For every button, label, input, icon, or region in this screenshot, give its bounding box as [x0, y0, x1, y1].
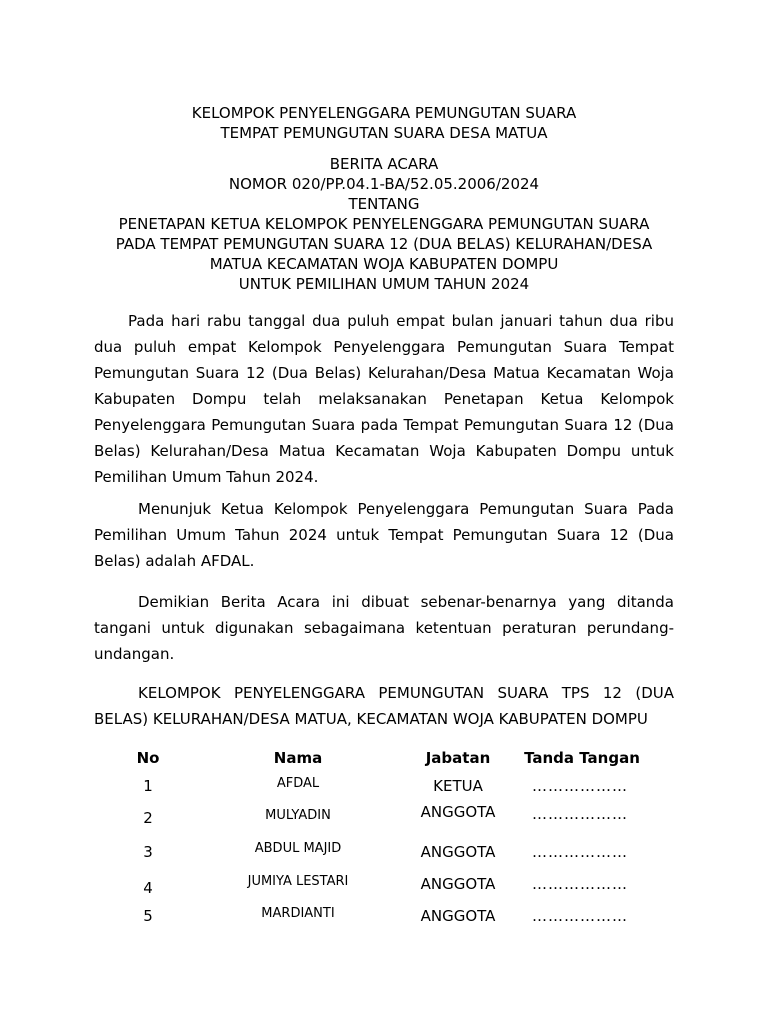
col-header-nama: Nama: [273, 749, 323, 767]
row-5-nama: MARDIANTI: [261, 906, 335, 921]
row-5-jabatan: ANGGOTA: [420, 907, 496, 925]
row-4-jabatan: ANGGOTA: [420, 875, 496, 893]
row-2-no: 2: [143, 809, 153, 827]
col-header-no: No: [136, 749, 160, 767]
title-nomor: NOMOR 020/PP.04.1-BA/52.05.2006/2024: [228, 175, 540, 193]
header-line-2: TEMPAT PEMUNGUTAN SUARA DESA MATUA: [220, 124, 548, 142]
row-3-no: 3: [143, 843, 153, 861]
col-header-tanda-tangan: Tanda Tangan: [524, 749, 640, 767]
row-3-signature-line: ………………: [532, 843, 628, 861]
row-4-nama: JUMIYA LESTARI: [247, 874, 349, 889]
row-3-jabatan: ANGGOTA: [420, 843, 496, 861]
title-subject-line-4: UNTUK PEMILIHAN UMUM TAHUN 2024: [238, 275, 530, 293]
row-2-nama: MULYADIN: [265, 808, 331, 823]
body-paragraph-2: Menunjuk Ketua Kelompok Penyelenggara Pemungutan Suara Pada Pemilihan Umum Tahun 2024 untuk Tempat Pemungutan Suara 12 (Dua Belas) adalah AFDAL.: [94, 500, 674, 570]
col-header-jabatan: Jabatan: [425, 749, 491, 767]
document-title: [0, 154, 768, 294]
title-berita-acara: BERITA ACARA: [329, 155, 439, 173]
body-paragraph-4: KELOMPOK PENYELENGGARA PEMUNGUTAN SUARA TPS 12 (DUA BELAS) KELURAHAN/DESA MATUA, KECAMATAN WOJA KABUPATEN DOMPU: [94, 684, 674, 728]
row-4-signature-line: ………………: [532, 875, 628, 893]
row-4-no: 4: [143, 879, 153, 897]
row-1-signature-line: ………………: [532, 777, 628, 795]
row-1-no: 1: [143, 777, 153, 795]
title-subject-line-2: PADA TEMPAT PEMUNGUTAN SUARA 12 (DUA BELAS) KELURAHAN/DESA: [115, 235, 653, 253]
row-1-jabatan: KETUA: [433, 777, 483, 795]
body-paragraph-1: Pada hari rabu tanggal dua puluh empat bulan januari tahun dua ribu dua puluh empat Kelompok Penyelenggara Pemungutan Suara Tempat Pemungutan Suara 12 (Dua Belas) Kelurahan/Desa Matua Kecamatan Woja Kabupaten Dompu telah melaksanakan Penetapan Ketua Kelompok Penyelenggara Pemungutan Suara pada Tempat Pemungutan Suara 12 (Dua Belas) Kelurahan/Desa Matua Kecamatan Woja Kabupaten Dompu untuk Pemilihan Umum Tahun 2024.: [94, 312, 674, 486]
body-paragraph-3: Demikian Berita Acara ini dibuat sebenar-benarnya yang ditanda tangani untuk digunakan sebagaimana ketentuan peraturan perundang-undangan.: [94, 593, 674, 663]
row-3-nama: ABDUL MAJID: [254, 841, 342, 856]
row-5-no: 5: [143, 907, 153, 925]
header-line-1: KELOMPOK PENYELENGGARA PEMUNGUTAN SUARA: [191, 104, 577, 122]
row-2-jabatan: ANGGOTA: [420, 803, 496, 821]
row-2-signature-line: ………………: [532, 805, 628, 823]
title-tentang: TENTANG: [348, 195, 420, 213]
title-subject-line-1: PENETAPAN KETUA KELOMPOK PENYELENGGARA PEMUNGUTAN SUARA: [118, 215, 650, 233]
title-subject-line-3: MATUA KECAMATAN WOJA KABUPATEN DOMPU: [209, 255, 559, 273]
row-1-nama: AFDAL: [276, 776, 320, 791]
organization-header: [0, 103, 768, 143]
row-5-signature-line: ………………: [532, 907, 628, 925]
